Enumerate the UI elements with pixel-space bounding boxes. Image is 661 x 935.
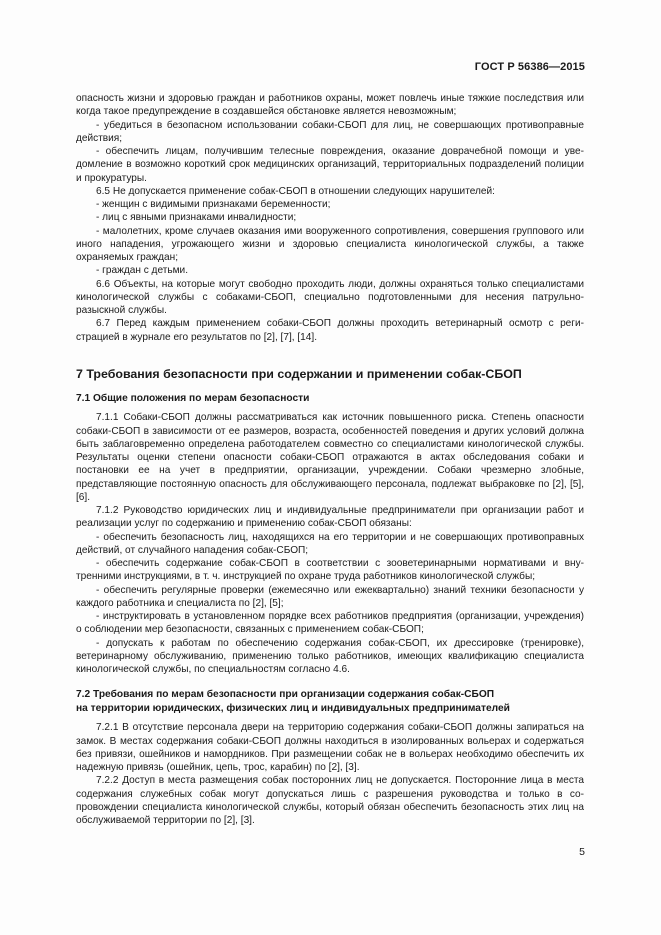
paragraph: 6.7 Перед каждым применением собаки-СБОП должны проходить ветеринарный осмотр с регистрацией в журнале его результатов по [2], [7], [14].	[76, 318, 584, 343]
subsection-7-2-heading-line2: на территории юридических, физических лиц и индивидуальных предпринимателей	[76, 702, 510, 714]
list-item: - убедиться в безопасном использовании собаки-СБОП для лиц, не совершающих противоправные действия;	[76, 119, 584, 144]
list-item: - инструктировать в установленном порядке всех работников предприятия (организации, учреждения) о соблюдении мер безопасности, связанных с применением собак-СБОП;	[76, 611, 584, 636]
page-number: 5	[579, 846, 585, 858]
list-item: - граждан с детьми.	[96, 265, 188, 277]
subsection-7-1-heading: 7.1 Общие положения по мерам безопасности	[76, 392, 310, 404]
paragraph: 7.1.1 Собаки-СБОП должны рассматриваться как источник повышенного риска. Степень опасности собаки-СБОП в зависимости от ее размеров, возраста, особенностей поведения и других условий должна быть заблаговременно определена работодателем совместно со специалистами кинологической службы. Результаты оценки степени опасности собаки-СБОП отражаются в актах обследования собаки и постановки ее на учет в предприятии, организации, учреждении. Собаки чрезмерно злобные, представляющие постоянную опасность для обслуживающего персонала, подлежат выбраковке по [2], [5], [6].	[76, 412, 584, 503]
list-item: - обеспечить регулярные проверки (ежемесячно или ежеквартально) знаний техники безопасности у каждого работника и специалиста по [2], [5];	[76, 584, 584, 609]
subsection-7-2-heading-line1: 7.2 Требования по мерам безопасности при организации содержания собак-СБОП	[76, 689, 495, 701]
list-item: - обеспечить содержание собак-СБОП в соответствии с зооветеринарными нормативами и внутренними инструкциями, в т. ч. инструкцией по охране труда работников кинологической службы;	[76, 558, 584, 583]
paragraph: 7.1.2 Руководство юридических лиц и индивидуальные предприниматели при организации работ и реализации услуг по содержанию и применению собак-СБОП обязаны:	[76, 505, 584, 530]
list-item: - допускать к работам по обеспечению содержания собак-СБОП, их дрессировке (тренировке), ветеринарному обслуживанию, применению только работников, имеющих квалификацию специалиста кинологической службы, по специальностям согласно 4.6.	[76, 637, 584, 675]
paragraph: 7.2.1 В отсутствие персонала двери на территорию содержания собаки-СБОП должны запираться на замок. В местах содержания собаки-СБОП должны находиться в изолированных вольерах и содержаться без привязи, ошейников и намордников. При размещении собак не в вольерах необходимо обеспечить их надежную привязь (ошейник, цепь, трос, карабин) по [2], [3].	[76, 722, 584, 773]
document-code: ГОСТ Р 56386—2015	[474, 61, 585, 73]
list-item: - обеспечить безопасность лиц, находящихся на его территории и не совершающих противоправных действий, от случайного нападения собак-СБОП;	[76, 531, 584, 556]
list-item: - лиц с явными признаками инвалидности;	[96, 212, 297, 224]
list-item: - женщин с видимыми признаками беременности;	[96, 199, 331, 210]
paragraph: 6.6 Объекты, на которые могут свободно проходить люди, должны охраняться только специалистами кинологической службы с собаками-СБОП, специально подготовленными для несения патрульно-разыскной службы.	[76, 278, 584, 316]
list-item: - малолетних, кроме случаев оказания ими вооруженного сопротивления, совершения группового или иного нападения, угрожающего жизни и здоровью специалиста кинологической службы, а также охраняемых граждан;	[76, 225, 584, 263]
list-item: - обеспечить лицам, получившим телесные повреждения, оказание доврачебной помощи и уведомление в возможно короткий срок медицинских организаций, территориальных подразделений полиции и прокуратуры.	[76, 146, 584, 184]
section-7-heading: 7 Требования безопасности при содержании и применении собак-СБОП	[76, 366, 522, 381]
paragraph: 6.5 Не допускается применение собак-СБОП в отношении следующих нарушителей:	[96, 185, 495, 197]
document-body	[76, 92, 584, 827]
subsection-7-2-heading	[76, 688, 584, 715]
paragraph: 7.2.2 Доступ в места размещения собак посторонних лиц не допускается. Посторонние лица в места содержания служебных собак могут допускаться лишь с разрешения руководства и только в сопровождении специалиста кинологической службы, который обязан обеспечить безопасность этих лиц на обслуживаемой территории по [2], [3].	[76, 775, 584, 826]
paragraph: опасность жизни и здоровью граждан и работников охраны, может повлечь иные тяжкие последствия или когда такое предупреждение в создавшейся обстановке является невозможным;	[76, 93, 584, 118]
